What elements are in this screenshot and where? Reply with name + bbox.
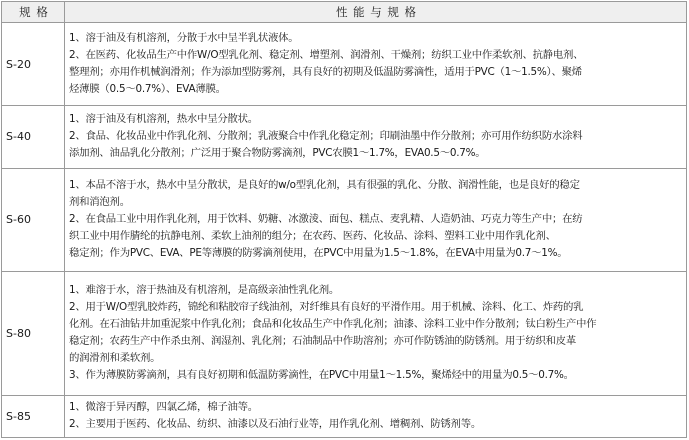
description-line: 稳定剂；作为PVC、EVA、PE等薄膜的防雾滴剂使用，在PVC中用量为1.5～1.8%，在EVA中用量为0.7～1%。 [69, 247, 568, 260]
description-line: 2、主要用于医药、化妆品、纺织、油漆以及石油行业等，用作乳化剂、增稠剂、防锈剂等。 [69, 418, 481, 431]
description-line: 化剂。在石油钻井加重泥浆中作乳化剂；食品和化妆品生产中作乳化剂；油漆、涂料工业中作分散剂；钛白粉生产中作 [69, 318, 597, 331]
description-line: 剂和消泡剂。 [69, 196, 130, 209]
spec-table [1, 1, 687, 438]
header-model: 规 格 [2, 2, 65, 23]
model-cell: S-20 [2, 23, 65, 106]
description-line: 添加剂、油品乳化分散剂；广泛用于聚合物防雾滴剂，PVC农膜1～1.7%，EVA0.5～0.7%。 [69, 147, 486, 160]
description-line: 1、溶于油及有机溶剂，热水中呈分散状。 [69, 113, 258, 126]
model-cell: S-80 [2, 271, 65, 395]
description-line: 2、食品、化妆品业中作乳化剂、分散剂；乳液聚合中作乳化稳定剂；印刷油墨中作分散剂；亦可用作纺织防水涂料 [69, 130, 583, 143]
description-line: 1、本品不溶于水，热水中呈分散状，是良好的w/o型乳化剂，具有很强的乳化、分散、润滑性能，也是良好的稳定 [69, 179, 580, 192]
description-line: 织工业中用作腈纶的抗静电剂、柔软上油剂的组分；在农药、医药、化妆品、涂料、塑料工业中用作乳化剂、 [69, 230, 556, 243]
table-row [2, 106, 687, 169]
description-line: 2、在食品工业中用作乳化剂，用于饮料、奶糖、冰激淩、面包、糕点、麦乳精、人造奶油、巧克力等生产中；在纺 [69, 213, 583, 226]
description-line: 的润滑剂和柔软剂。 [69, 352, 161, 365]
model-cell: S-40 [2, 106, 65, 169]
description-cell [65, 168, 687, 271]
description-cell [65, 271, 687, 395]
table-row [2, 395, 687, 437]
description-line: 烃薄膜（0.5～0.7%）、EVA薄膜。 [69, 83, 226, 95]
description-line: 2、用于W/O型乳胶炸药，锦纶和粘胶帘子线油剂，对纤维具有良好的平滑作用。用于机械、涂料、化工、炸药的乳 [69, 301, 584, 314]
table-row [2, 168, 687, 271]
description-line: 1、微溶于异丙醇，四氯乙烯，棉子油等。 [69, 401, 258, 414]
description-line: 整理剂；亦用作机械润滑剂；作为添加型防雾剂，具有良好的初期及低温防雾滴性，适用于PVC（1～1.5%）、聚烯 [69, 66, 582, 78]
description-line: 3、作为薄膜防雾滴剂，具有良好初期和低温防雾滴性，在PVC中用量1～1.5%，聚烯烃中的用量为0.5～0.7%。 [69, 369, 574, 382]
header-row [2, 2, 687, 23]
model-cell: S-85 [2, 395, 65, 437]
description-cell [65, 106, 687, 169]
description-line: 稳定剂；农药生产中作杀虫剂、润湿剂、乳化剂；石油制品中作助溶剂；亦可作防锈油的防锈剂。用于纺织和皮革 [69, 335, 577, 348]
table-row [2, 271, 687, 395]
description-line: 1、难溶于水，溶于热油及有机溶剂，是高级亲油性乳化剂。 [69, 284, 340, 297]
table-row [2, 23, 687, 106]
description-cell [65, 395, 687, 437]
description-line: 1、溶于油及有机溶剂，分散于水中呈半乳状液体。 [69, 32, 299, 44]
header-description: 性 能 与 规 格 [65, 2, 687, 23]
description-line: 2、在医药、化妆品生产中作W/O型乳化剂、稳定剂、增塑剂、润滑剂、干燥剂；纺织工业中作柔软剂、抗静电剂、 [69, 49, 584, 61]
model-cell: S-60 [2, 168, 65, 271]
table-body [2, 23, 687, 438]
description-cell [65, 23, 687, 106]
